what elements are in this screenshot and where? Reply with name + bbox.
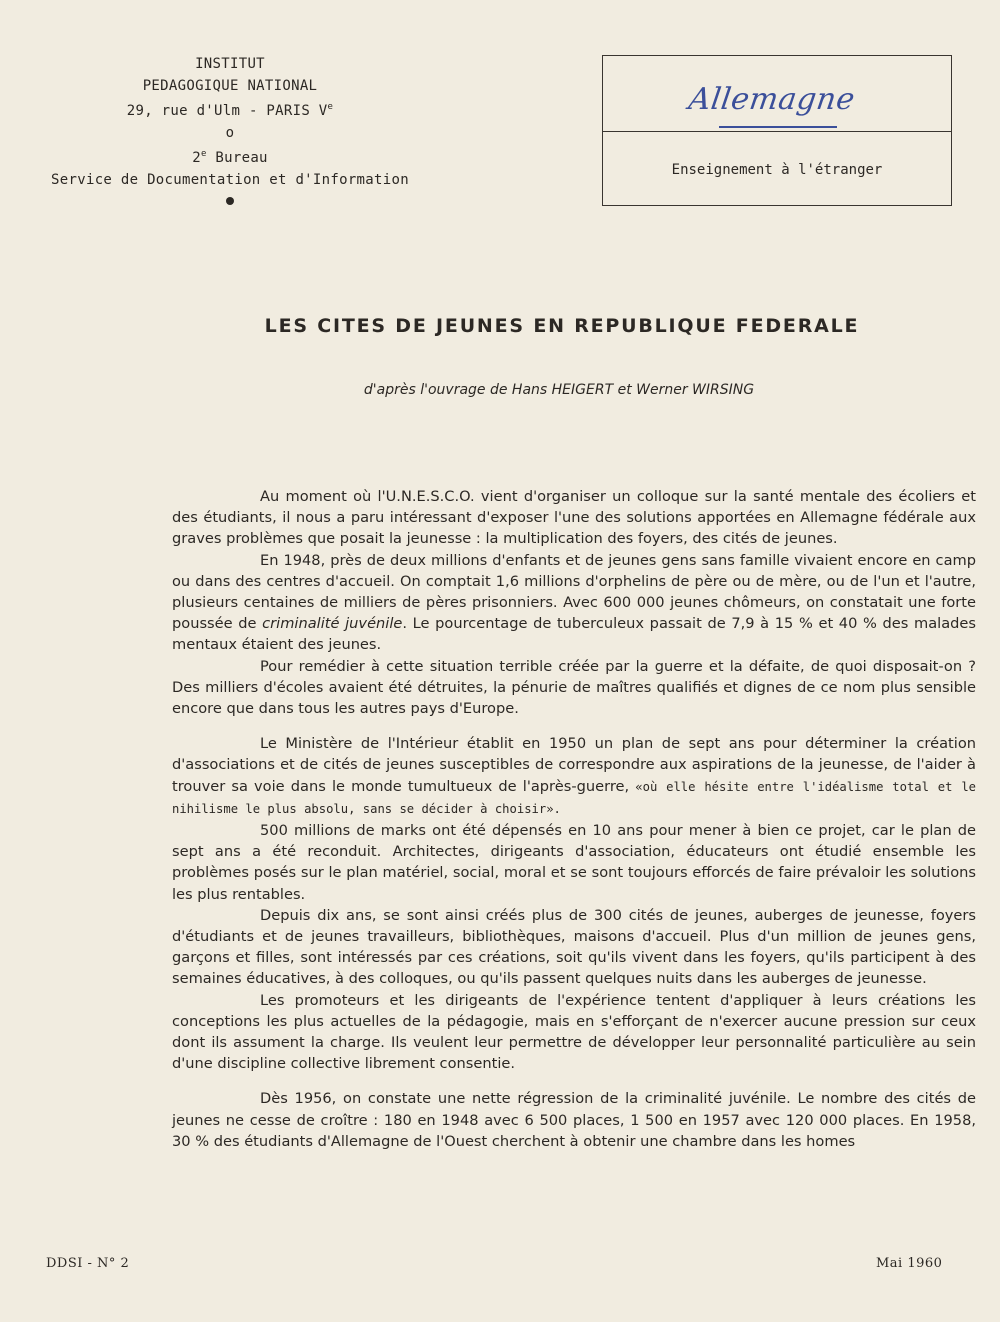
bullet-dot-icon xyxy=(226,197,234,205)
document-body xyxy=(172,486,976,1152)
country-underline xyxy=(719,126,837,128)
institute-header xyxy=(40,54,420,205)
paragraph-3: Pour remédier à cette situation terrible créée par la guerre et la défaite, de quoi disposait-on ? Des milliers d'écoles avaient été détruites, la pénurie de maîtres qualifiés et dignes de ce nom plus sensible encore que dans tous les autres pays d'Europe. xyxy=(172,657,976,718)
paragraph-4: Le Ministère de l'Intérieur établit en 1950 un plan de sept ans pour déterminer la création d'associations et de cités de jeunes susceptibles de correspondre aux aspirations de la jeunesse, de l'aider à trouver sa voie dans le monde tumultueux de l'après-guerre, «où elle hésite entre l'idéalisme total et le nihilisme le plus absolu, sans se décider à choisir». xyxy=(172,735,977,816)
category-label: Enseignement à l'étranger xyxy=(671,162,883,178)
country-handwritten: Allemagne xyxy=(686,82,858,117)
footer-date: Mai 1960 xyxy=(876,1256,943,1271)
italic-term: criminalité juvénile xyxy=(262,615,403,633)
country-cell xyxy=(603,56,951,132)
paragraph-1: Au moment où l'U.N.E.S.C.O. vient d'organiser un colloque sur la santé mentale des écoliers et des étudiants, il nous a paru intéressant d'exposer l'une des solutions apportées en Allemagne fédérale aux graves problèmes que posait la jeunesse : la multiplication des foyers, des cités de jeunes. xyxy=(172,488,976,548)
bureau-superscript: e xyxy=(200,149,207,159)
inline-quote: «où elle hésite entre l'idéalisme total et le nihilisme le plus absolu, sans se décider à choisir». xyxy=(172,779,977,816)
institute-address: 29, rue d'Ulm - PARIS Ve xyxy=(126,102,334,119)
institute-bureau: 2e Bureau xyxy=(192,149,268,166)
institute-separator: o xyxy=(225,124,235,141)
address-superscript: e xyxy=(327,102,334,112)
classification-box xyxy=(602,55,952,206)
institute-line-2: PEDAGOGIQUE NATIONAL xyxy=(142,77,318,94)
paragraph-8: Dès 1956, on constate une nette régression de la criminalité juvénile. Le nombre des cités de jeunes ne cesse de croître : 180 en 1948 avec 6 500 places, 1 500 en 1957 avec 120 000 places. En 1958, 30 % des étudiants d'Allemagne de l'Ouest cherchent à obtenir une chambre dans les homes xyxy=(172,1090,976,1150)
document-subtitle: d'après l'ouvrage de Hans HEIGERT et Werner WIRSING xyxy=(363,382,755,398)
institute-line-1: INSTITUT xyxy=(195,56,265,72)
paragraph-5: 500 millions de marks ont été dépensés en 10 ans pour mener à bien ce projet, car le plan de sept ans a été reconduit. Architectes, dirigeants d'association, éducateurs ont étudié ensemble les problèmes posés sur le plan matériel, social, moral et se sont toujours efforcés de faire prévaloir les solutions les plus rentables. xyxy=(172,822,976,903)
paragraph-7: Les promoteurs et les dirigeants de l'expérience tentent d'appliquer à leurs créations les conceptions les plus actuelles de la pédagogie, mais en s'efforçant de n'exercer aucune pression sur ceux dont ils assument la charge. Ils veulent leur permettre de développer leur personnalité particulière au sein d'une discipline collective librement consentie. xyxy=(172,991,976,1073)
document-title: LES CITES DE JEUNES EN REPUBLIQUE FEDERALE xyxy=(264,315,860,337)
paragraph-6: Depuis dix ans, se sont ainsi créés plus de 300 cités de jeunes, auberges de jeunesse, foyers d'étudiants et de jeunes travailleurs, bibliothèques, maisons d'accueil. Plus d'un million de jeunes gens, garçons et filles, sont intéressés par ces créations, soit qu'ils vivent dans les foyers, qu'ils participent à des semaines éducatives, à des colloques, ou qu'ils passent quelques nuits dans les auberges de jeunesse. xyxy=(172,906,976,988)
institute-service: Service de Documentation et d'Information xyxy=(51,171,409,188)
paragraph-2: En 1948, près de deux millions d'enfants et de jeunes gens sans famille vivaient encore en camp ou dans des centres d'accueil. On comptait 1,6 millions d'orphelins de père ou de mère, ou de l'un et l'autre, plusieurs centaines de milliers de pères prisonniers. Avec 600 000 jeunes chômeurs, on constatait une forte poussée de criminalité juvénile. Le pourcentage de tuberculeux passait de 7,9 à 15 % et 40 % des malades mentaux étaient des jeunes. xyxy=(172,551,976,654)
footer-reference: DDSI - N° 2 xyxy=(46,1256,130,1271)
